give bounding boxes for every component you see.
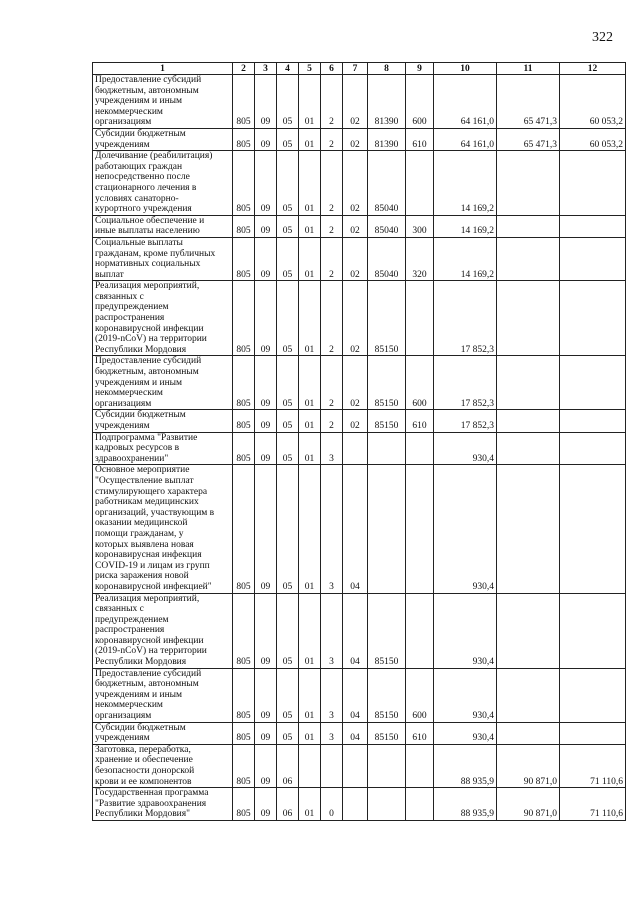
code-section-cell: 09 <box>255 356 277 410</box>
code-direction-cell: 85150 <box>368 281 406 356</box>
row-name-cell: Основное мероприятие "Осуществление выплат стимулирующего характера работникам медицинских организаций, участвующим в оказании медицинской помощи гражданам, у которых выявлена новая коронавирусная инфекция COVID-19 и лицам из групп риска заражения новой коронавирусной инфекцией" <box>93 465 233 593</box>
code-ministry-cell: 805 <box>233 75 255 129</box>
amount-col-11-cell <box>497 215 560 237</box>
table-row <box>93 410 626 432</box>
table-row <box>93 593 626 668</box>
code-subprogram-cell: 2 <box>321 410 343 432</box>
table-row <box>93 432 626 465</box>
amount-col-12-cell: 71 110,6 <box>560 788 626 821</box>
amount-col-11-cell: 90 871,0 <box>497 788 560 821</box>
code-subprogram-cell: 2 <box>321 215 343 237</box>
code-ministry-cell: 805 <box>233 356 255 410</box>
code-event-cell <box>343 788 368 821</box>
code-expense-type-cell: 300 <box>406 215 434 237</box>
code-direction-cell <box>368 432 406 465</box>
amount-col-11-cell: 65 471,3 <box>497 128 560 150</box>
amount-col-12-cell <box>560 432 626 465</box>
code-section-cell: 09 <box>255 410 277 432</box>
code-subsection-cell: 05 <box>277 410 299 432</box>
code-event-cell: 02 <box>343 75 368 129</box>
code-direction-cell: 85040 <box>368 215 406 237</box>
code-expense-type-cell: 610 <box>406 410 434 432</box>
code-subprogram-cell: 2 <box>321 281 343 356</box>
code-direction-cell: 81390 <box>368 75 406 129</box>
code-subsection-cell: 05 <box>277 151 299 216</box>
amount-col-10-cell: 14 169,2 <box>434 237 497 280</box>
code-subsection-cell: 05 <box>277 722 299 744</box>
table-row <box>93 151 626 216</box>
code-event-cell <box>343 432 368 465</box>
code-subsection-cell: 05 <box>277 75 299 129</box>
code-program-cell: 01 <box>299 668 321 722</box>
code-section-cell: 09 <box>255 668 277 722</box>
amount-col-11-cell <box>497 281 560 356</box>
amount-col-11-cell <box>497 410 560 432</box>
row-name-cell: Субсидии бюджетным учреждениям <box>93 722 233 744</box>
amount-col-12-cell <box>560 237 626 280</box>
code-event-cell: 04 <box>343 722 368 744</box>
table-row <box>93 465 626 593</box>
code-section-cell: 09 <box>255 75 277 129</box>
code-event-cell: 02 <box>343 151 368 216</box>
header-col-7: 7 <box>343 63 368 75</box>
amount-col-12-cell <box>560 593 626 668</box>
amount-col-10-cell: 64 161,0 <box>434 75 497 129</box>
code-event-cell: 02 <box>343 237 368 280</box>
amount-col-11-cell <box>497 151 560 216</box>
code-subsection-cell: 05 <box>277 215 299 237</box>
row-name-cell: Заготовка, переработка, хранение и обеспечение безопасности донорской крови и ее компонентов <box>93 744 233 787</box>
code-ministry-cell: 805 <box>233 237 255 280</box>
code-ministry-cell: 805 <box>233 744 255 787</box>
code-direction-cell: 85150 <box>368 668 406 722</box>
code-expense-type-cell <box>406 788 434 821</box>
code-subsection-cell: 05 <box>277 281 299 356</box>
code-program-cell: 01 <box>299 215 321 237</box>
amount-col-11-cell <box>497 465 560 593</box>
amount-col-12-cell <box>560 356 626 410</box>
amount-col-12-cell: 60 053,2 <box>560 128 626 150</box>
header-col-1: 1 <box>93 63 233 75</box>
row-name-cell: Предоставление субсидий бюджетным, автономным учреждениям и иным некоммерческим организациям <box>93 668 233 722</box>
code-subprogram-cell <box>321 744 343 787</box>
code-section-cell: 09 <box>255 237 277 280</box>
code-event-cell: 04 <box>343 668 368 722</box>
amount-col-10-cell: 17 852,3 <box>434 356 497 410</box>
amount-col-11-cell: 90 871,0 <box>497 744 560 787</box>
code-direction-cell: 81390 <box>368 128 406 150</box>
code-direction-cell: 85040 <box>368 237 406 280</box>
row-name-cell: Подпрограмма "Развитие кадровых ресурсов в здравоохранении" <box>93 432 233 465</box>
amount-col-11-cell <box>497 432 560 465</box>
code-subprogram-cell: 3 <box>321 593 343 668</box>
code-subsection-cell: 05 <box>277 668 299 722</box>
amount-col-11-cell <box>497 722 560 744</box>
amount-col-12-cell <box>560 281 626 356</box>
amount-col-12-cell <box>560 465 626 593</box>
code-direction-cell: 85150 <box>368 410 406 432</box>
code-section-cell: 09 <box>255 593 277 668</box>
code-program-cell: 01 <box>299 722 321 744</box>
code-event-cell: 02 <box>343 128 368 150</box>
code-program-cell: 01 <box>299 75 321 129</box>
code-program-cell: 01 <box>299 432 321 465</box>
row-name-cell: Предоставление субсидий бюджетным, автономным учреждениям и иным некоммерческим организациям <box>93 75 233 129</box>
code-subprogram-cell: 2 <box>321 151 343 216</box>
code-expense-type-cell: 600 <box>406 356 434 410</box>
code-ministry-cell: 805 <box>233 151 255 216</box>
code-subprogram-cell: 0 <box>321 788 343 821</box>
code-subsection-cell: 05 <box>277 593 299 668</box>
amount-col-11-cell <box>497 593 560 668</box>
table-row <box>93 281 626 356</box>
code-ministry-cell: 805 <box>233 788 255 821</box>
row-name-cell: Субсидии бюджетным учреждениям <box>93 128 233 150</box>
amount-col-12-cell <box>560 215 626 237</box>
row-name-cell: Государственная программа "Развитие здравоохранения Республики Мордовия" <box>93 788 233 821</box>
code-program-cell: 01 <box>299 593 321 668</box>
amount-col-10-cell: 930,4 <box>434 465 497 593</box>
amount-col-12-cell <box>560 151 626 216</box>
code-subprogram-cell: 2 <box>321 128 343 150</box>
table-body <box>93 63 626 821</box>
amount-col-10-cell: 64 161,0 <box>434 128 497 150</box>
code-direction-cell: 85150 <box>368 593 406 668</box>
code-subprogram-cell: 2 <box>321 75 343 129</box>
amount-col-12-cell <box>560 722 626 744</box>
code-subsection-cell: 05 <box>277 465 299 593</box>
header-row <box>93 63 626 75</box>
code-event-cell: 02 <box>343 356 368 410</box>
code-ministry-cell: 805 <box>233 722 255 744</box>
amount-col-11-cell: 65 471,3 <box>497 75 560 129</box>
amount-col-10-cell: 930,4 <box>434 593 497 668</box>
code-expense-type-cell <box>406 593 434 668</box>
amount-col-10-cell: 14 169,2 <box>434 215 497 237</box>
code-ministry-cell: 805 <box>233 281 255 356</box>
code-direction-cell <box>368 465 406 593</box>
code-expense-type-cell: 600 <box>406 75 434 129</box>
code-program-cell: 01 <box>299 356 321 410</box>
code-program-cell: 01 <box>299 465 321 593</box>
row-name-cell: Реализация мероприятий, связанных с предупреждением распространения коронавирусной инфекции (2019-nCoV) на территории Республики Мордовия <box>93 593 233 668</box>
header-col-11: 11 <box>497 63 560 75</box>
code-expense-type-cell <box>406 281 434 356</box>
row-name-cell: Предоставление субсидий бюджетным, автономным учреждениям и иным некоммерческим организациям <box>93 356 233 410</box>
code-program-cell: 01 <box>299 281 321 356</box>
code-expense-type-cell: 600 <box>406 668 434 722</box>
code-direction-cell: 85150 <box>368 722 406 744</box>
code-section-cell: 09 <box>255 788 277 821</box>
code-subprogram-cell: 2 <box>321 356 343 410</box>
amount-col-10-cell: 14 169,2 <box>434 151 497 216</box>
table-row <box>93 75 626 129</box>
code-section-cell: 09 <box>255 281 277 356</box>
amount-col-10-cell: 930,4 <box>434 668 497 722</box>
code-direction-cell: 85040 <box>368 151 406 216</box>
amount-col-12-cell <box>560 410 626 432</box>
code-ministry-cell: 805 <box>233 465 255 593</box>
code-program-cell: 01 <box>299 237 321 280</box>
header-col-4: 4 <box>277 63 299 75</box>
code-direction-cell <box>368 744 406 787</box>
table-row <box>93 356 626 410</box>
code-program-cell <box>299 744 321 787</box>
amount-col-10-cell: 930,4 <box>434 432 497 465</box>
page-number: 322 <box>592 30 613 45</box>
table-row <box>93 788 626 821</box>
code-subsection-cell: 06 <box>277 788 299 821</box>
code-subprogram-cell: 3 <box>321 432 343 465</box>
code-event-cell: 04 <box>343 593 368 668</box>
code-event-cell: 02 <box>343 410 368 432</box>
code-subsection-cell: 06 <box>277 744 299 787</box>
code-direction-cell <box>368 788 406 821</box>
code-subsection-cell: 05 <box>277 356 299 410</box>
code-expense-type-cell: 610 <box>406 128 434 150</box>
header-col-3: 3 <box>255 63 277 75</box>
header-col-5: 5 <box>299 63 321 75</box>
code-subprogram-cell: 3 <box>321 668 343 722</box>
table-row <box>93 744 626 787</box>
code-program-cell: 01 <box>299 128 321 150</box>
code-section-cell: 09 <box>255 722 277 744</box>
row-name-cell: Долечивание (реабилитация) работающих граждан непосредственно после стационарного лечения в условиях санаторно- курортного учреждения <box>93 151 233 216</box>
code-section-cell: 09 <box>255 215 277 237</box>
amount-col-10-cell: 17 852,3 <box>434 281 497 356</box>
amount-col-10-cell: 930,4 <box>434 722 497 744</box>
row-name-cell: Социальные выплаты гражданам, кроме публичных нормативных социальных выплат <box>93 237 233 280</box>
code-section-cell: 09 <box>255 151 277 216</box>
code-ministry-cell: 805 <box>233 432 255 465</box>
code-program-cell: 01 <box>299 410 321 432</box>
code-expense-type-cell <box>406 151 434 216</box>
code-event-cell: 04 <box>343 465 368 593</box>
table-row <box>93 237 626 280</box>
code-ministry-cell: 805 <box>233 128 255 150</box>
code-expense-type-cell <box>406 465 434 593</box>
amount-col-10-cell: 88 935,9 <box>434 744 497 787</box>
code-expense-type-cell <box>406 744 434 787</box>
code-expense-type-cell: 320 <box>406 237 434 280</box>
header-col-8: 8 <box>368 63 406 75</box>
row-name-cell: Субсидии бюджетным учреждениям <box>93 410 233 432</box>
code-ministry-cell: 805 <box>233 593 255 668</box>
code-section-cell: 09 <box>255 432 277 465</box>
table-row <box>93 128 626 150</box>
amount-col-12-cell: 60 053,2 <box>560 75 626 129</box>
code-event-cell: 02 <box>343 215 368 237</box>
code-ministry-cell: 805 <box>233 410 255 432</box>
amount-col-11-cell <box>497 237 560 280</box>
code-section-cell: 09 <box>255 465 277 593</box>
code-program-cell: 01 <box>299 788 321 821</box>
row-name-cell: Социальное обеспечение и иные выплаты населению <box>93 215 233 237</box>
amount-col-11-cell <box>497 356 560 410</box>
header-col-6: 6 <box>321 63 343 75</box>
header-col-9: 9 <box>406 63 434 75</box>
code-subsection-cell: 05 <box>277 128 299 150</box>
row-name-cell: Реализация мероприятий, связанных с предупреждением распространения коронавирусной инфекции (2019-nCoV) на территории Республики Мордовия <box>93 281 233 356</box>
code-ministry-cell: 805 <box>233 668 255 722</box>
code-direction-cell: 85150 <box>368 356 406 410</box>
code-ministry-cell: 805 <box>233 215 255 237</box>
amount-col-11-cell <box>497 668 560 722</box>
header-col-2: 2 <box>233 63 255 75</box>
amount-col-10-cell: 17 852,3 <box>434 410 497 432</box>
table-row <box>93 722 626 744</box>
amount-col-12-cell: 71 110,6 <box>560 744 626 787</box>
code-event-cell <box>343 744 368 787</box>
code-subsection-cell: 05 <box>277 432 299 465</box>
amount-col-10-cell: 88 935,9 <box>434 788 497 821</box>
code-expense-type-cell <box>406 432 434 465</box>
code-section-cell: 09 <box>255 744 277 787</box>
code-section-cell: 09 <box>255 128 277 150</box>
header-col-10: 10 <box>434 63 497 75</box>
header-col-12: 12 <box>560 63 626 75</box>
table-row <box>93 215 626 237</box>
amount-col-12-cell <box>560 668 626 722</box>
code-program-cell: 01 <box>299 151 321 216</box>
code-subsection-cell: 05 <box>277 237 299 280</box>
table-row <box>93 668 626 722</box>
budget-table <box>92 62 626 821</box>
code-event-cell: 02 <box>343 281 368 356</box>
code-subprogram-cell: 2 <box>321 237 343 280</box>
code-subprogram-cell: 3 <box>321 465 343 593</box>
code-subprogram-cell: 3 <box>321 722 343 744</box>
code-expense-type-cell: 610 <box>406 722 434 744</box>
